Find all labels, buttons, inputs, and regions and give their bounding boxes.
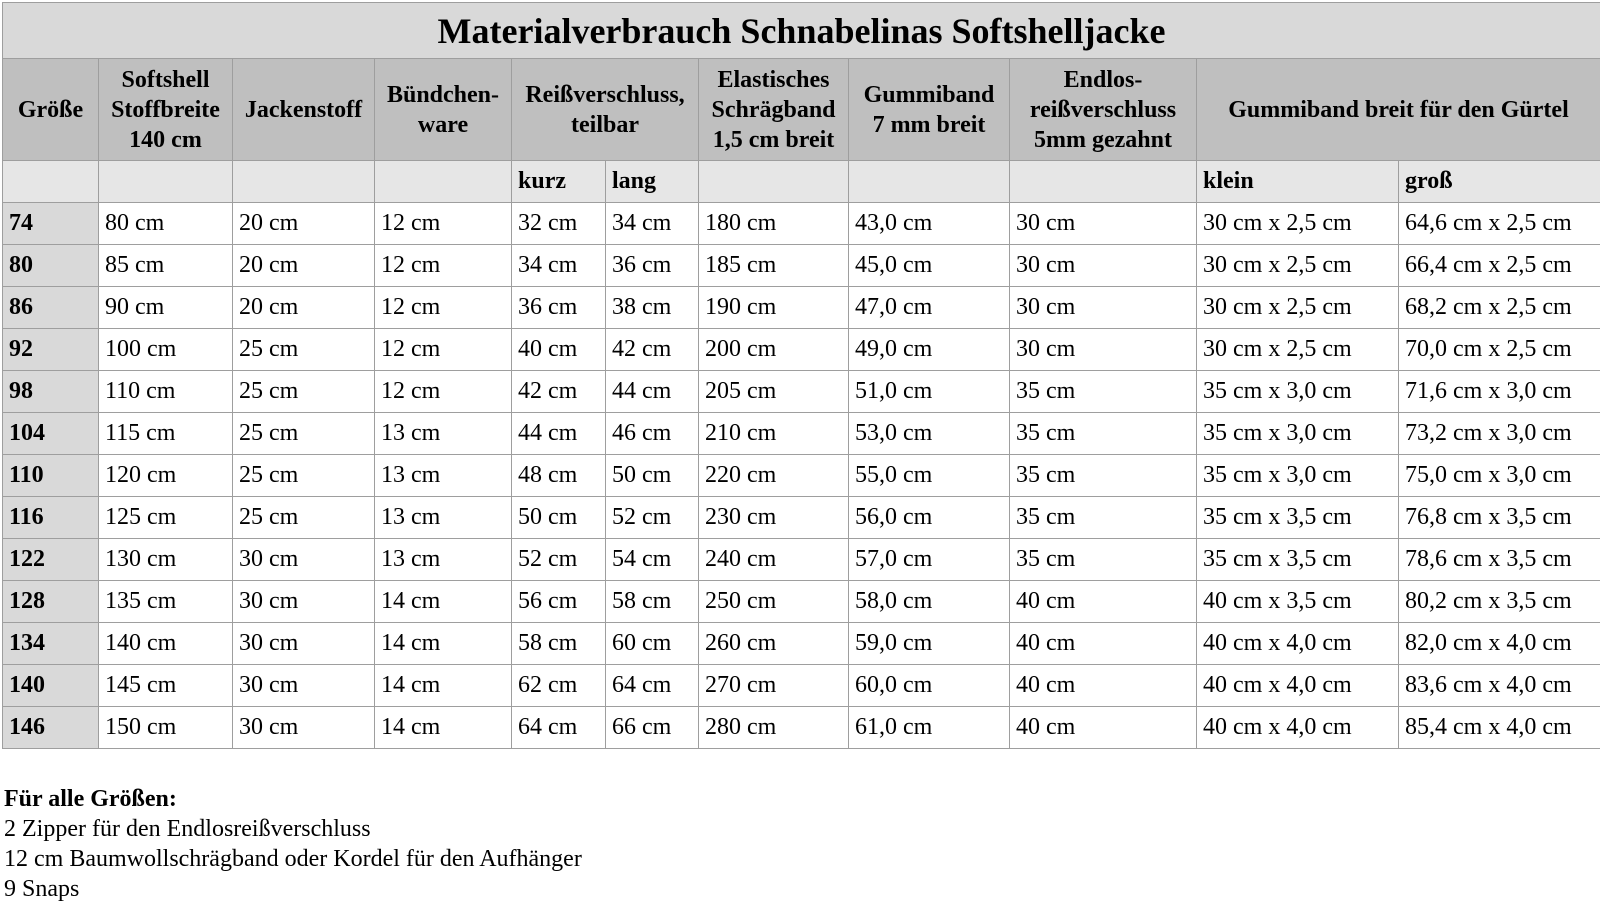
table-cell: 68,2 cm x 2,5 cm (1399, 287, 1600, 329)
table-cell: 56 cm (512, 581, 606, 623)
table-cell: 40 cm x 3,5 cm (1197, 581, 1399, 623)
size-cell: 104 (3, 413, 99, 455)
table-row (3, 455, 1600, 497)
table-cell: 35 cm x 3,0 cm (1197, 371, 1399, 413)
table-cell: 36 cm (606, 245, 699, 287)
table-cell: 85,4 cm x 4,0 cm (1399, 707, 1600, 749)
size-cell: 92 (3, 329, 99, 371)
table-cell: 35 cm x 3,0 cm (1197, 413, 1399, 455)
table-cell: 14 cm (375, 707, 512, 749)
table-cell: 30 cm (1010, 203, 1197, 245)
table-cell: 280 cm (699, 707, 849, 749)
table-cell: 25 cm (233, 497, 375, 539)
table-cell: 66,4 cm x 2,5 cm (1399, 245, 1600, 287)
header-softshell: Softshell Stoffbreite 140 cm (99, 59, 233, 161)
header-groesse: Größe (3, 59, 99, 161)
table-cell: 90 cm (99, 287, 233, 329)
table-cell: 82,0 cm x 4,0 cm (1399, 623, 1600, 665)
size-cell: 140 (3, 665, 99, 707)
table-cell: 250 cm (699, 581, 849, 623)
table-cell: 36 cm (512, 287, 606, 329)
table-cell: 30 cm (1010, 287, 1197, 329)
table-cell: 12 cm (375, 371, 512, 413)
table-cell: 66 cm (606, 707, 699, 749)
subheader-empty (699, 161, 849, 203)
table-cell: 59,0 cm (849, 623, 1010, 665)
subheader-lang: lang (606, 161, 699, 203)
subheader-empty (99, 161, 233, 203)
table-cell: 35 cm (1010, 455, 1197, 497)
table-cell: 58 cm (606, 581, 699, 623)
table-row (3, 707, 1600, 749)
table-cell: 50 cm (512, 497, 606, 539)
size-cell: 128 (3, 581, 99, 623)
table-cell: 73,2 cm x 3,0 cm (1399, 413, 1600, 455)
table-cell: 80,2 cm x 3,5 cm (1399, 581, 1600, 623)
table-cell: 71,6 cm x 3,0 cm (1399, 371, 1600, 413)
table-cell: 13 cm (375, 497, 512, 539)
header-row (3, 59, 1600, 161)
table-cell: 30 cm x 2,5 cm (1197, 245, 1399, 287)
table-cell: 13 cm (375, 539, 512, 581)
table-cell: 80 cm (99, 203, 233, 245)
size-cell: 146 (3, 707, 99, 749)
table-cell: 60 cm (606, 623, 699, 665)
table-row (3, 329, 1600, 371)
table-cell: 42 cm (606, 329, 699, 371)
table-cell: 52 cm (606, 497, 699, 539)
table-cell: 64 cm (606, 665, 699, 707)
size-cell: 86 (3, 287, 99, 329)
subheader-empty (233, 161, 375, 203)
table-cell: 125 cm (99, 497, 233, 539)
table-cell: 40 cm (1010, 665, 1197, 707)
table-row (3, 245, 1600, 287)
table-cell: 85 cm (99, 245, 233, 287)
table-cell: 45,0 cm (849, 245, 1010, 287)
table-cell: 51,0 cm (849, 371, 1010, 413)
notes-line: 9 Snaps (4, 876, 80, 902)
table-cell: 30 cm x 2,5 cm (1197, 287, 1399, 329)
table-cell: 120 cm (99, 455, 233, 497)
subheader-gross: groß (1399, 161, 1600, 203)
table-cell: 58 cm (512, 623, 606, 665)
table-cell: 48 cm (512, 455, 606, 497)
table-cell: 25 cm (233, 371, 375, 413)
table-cell: 34 cm (606, 203, 699, 245)
table-cell: 13 cm (375, 455, 512, 497)
table-cell: 30 cm (233, 539, 375, 581)
table-cell: 12 cm (375, 287, 512, 329)
table-cell: 35 cm (1010, 497, 1197, 539)
size-cell: 98 (3, 371, 99, 413)
table-cell: 40 cm (1010, 581, 1197, 623)
table-cell: 240 cm (699, 539, 849, 581)
table-cell: 12 cm (375, 329, 512, 371)
table-cell: 76,8 cm x 3,5 cm (1399, 497, 1600, 539)
table-cell: 61,0 cm (849, 707, 1010, 749)
table-cell: 145 cm (99, 665, 233, 707)
table-cell: 260 cm (699, 623, 849, 665)
table-cell: 135 cm (99, 581, 233, 623)
subheader-empty (3, 161, 99, 203)
size-cell: 110 (3, 455, 99, 497)
table-cell: 46 cm (606, 413, 699, 455)
table-cell: 35 cm (1010, 539, 1197, 581)
table-cell: 30 cm x 2,5 cm (1197, 329, 1399, 371)
subheader-klein: klein (1197, 161, 1399, 203)
table-cell: 230 cm (699, 497, 849, 539)
table-row (3, 413, 1600, 455)
material-table (2, 2, 1600, 749)
table-cell: 55,0 cm (849, 455, 1010, 497)
notes (4, 784, 582, 904)
table-cell: 35 cm x 3,5 cm (1197, 497, 1399, 539)
subheader-empty (1010, 161, 1197, 203)
table-cell: 14 cm (375, 581, 512, 623)
table-cell: 56,0 cm (849, 497, 1010, 539)
table-row (3, 539, 1600, 581)
table-cell: 52 cm (512, 539, 606, 581)
table-cell: 62 cm (512, 665, 606, 707)
table-cell: 44 cm (606, 371, 699, 413)
notes-line: 12 cm Baumwollschrägband oder Kordel für den Aufhänger (4, 846, 582, 872)
table-cell: 30 cm (1010, 329, 1197, 371)
table-cell: 130 cm (99, 539, 233, 581)
size-cell: 80 (3, 245, 99, 287)
header-reissverschluss: Reißverschluss, teilbar (512, 59, 699, 161)
table-cell: 38 cm (606, 287, 699, 329)
table-cell: 12 cm (375, 245, 512, 287)
table-row (3, 287, 1600, 329)
notes-line: 2 Zipper für den Endlosreißverschluss (4, 816, 371, 842)
table-cell: 180 cm (699, 203, 849, 245)
table-cell: 40 cm x 4,0 cm (1197, 665, 1399, 707)
table-cell: 140 cm (99, 623, 233, 665)
table-cell: 30 cm x 2,5 cm (1197, 203, 1399, 245)
table-cell: 54 cm (606, 539, 699, 581)
title-row (3, 3, 1600, 59)
table-cell: 35 cm x 3,5 cm (1197, 539, 1399, 581)
table-cell: 185 cm (699, 245, 849, 287)
header-elastisches-schraegband: Elastisches Schrägband 1,5 cm breit (699, 59, 849, 161)
table-row (3, 203, 1600, 245)
table-cell: 210 cm (699, 413, 849, 455)
table-cell: 200 cm (699, 329, 849, 371)
subheader-row (3, 161, 1600, 203)
table-cell: 40 cm (1010, 707, 1197, 749)
header-gummiband: Gummiband 7 mm breit (849, 59, 1010, 161)
table-row (3, 371, 1600, 413)
size-cell: 134 (3, 623, 99, 665)
table-cell: 115 cm (99, 413, 233, 455)
table-cell: 40 cm x 4,0 cm (1197, 623, 1399, 665)
table-cell: 13 cm (375, 413, 512, 455)
table-cell: 44 cm (512, 413, 606, 455)
table-cell: 78,6 cm x 3,5 cm (1399, 539, 1600, 581)
table-cell: 50 cm (606, 455, 699, 497)
table-cell: 190 cm (699, 287, 849, 329)
table-cell: 64,6 cm x 2,5 cm (1399, 203, 1600, 245)
table-row (3, 497, 1600, 539)
header-endlosreissverschluss: Endlos- reißverschluss 5mm gezahnt (1010, 59, 1197, 161)
table-cell: 30 cm (233, 665, 375, 707)
table-cell: 47,0 cm (849, 287, 1010, 329)
size-cell: 122 (3, 539, 99, 581)
table-cell: 220 cm (699, 455, 849, 497)
table-row (3, 623, 1600, 665)
size-cell: 74 (3, 203, 99, 245)
table-cell: 20 cm (233, 203, 375, 245)
table-title: Materialverbrauch Schnabelinas Softshelljacke (3, 3, 1600, 59)
table-cell: 70,0 cm x 2,5 cm (1399, 329, 1600, 371)
table-cell: 35 cm x 3,0 cm (1197, 455, 1399, 497)
table-cell: 30 cm (1010, 245, 1197, 287)
table-cell: 30 cm (233, 707, 375, 749)
table-cell: 205 cm (699, 371, 849, 413)
table-cell: 30 cm (233, 623, 375, 665)
table-cell: 32 cm (512, 203, 606, 245)
size-cell: 116 (3, 497, 99, 539)
table-cell: 64 cm (512, 707, 606, 749)
table-cell: 12 cm (375, 203, 512, 245)
subheader-empty (375, 161, 512, 203)
table-cell: 34 cm (512, 245, 606, 287)
subheader-kurz: kurz (512, 161, 606, 203)
table-cell: 42 cm (512, 371, 606, 413)
table-cell: 35 cm (1010, 413, 1197, 455)
table-cell: 58,0 cm (849, 581, 1010, 623)
notes-heading: Für alle Größen: (4, 786, 177, 812)
table-cell: 14 cm (375, 623, 512, 665)
table-cell: 75,0 cm x 3,0 cm (1399, 455, 1600, 497)
header-guertel: Gummiband breit für den Gürtel (1197, 59, 1600, 161)
table-cell: 57,0 cm (849, 539, 1010, 581)
table-row (3, 665, 1600, 707)
table-cell: 30 cm (233, 581, 375, 623)
table-cell: 150 cm (99, 707, 233, 749)
table-row (3, 581, 1600, 623)
table-cell: 270 cm (699, 665, 849, 707)
table-cell: 110 cm (99, 371, 233, 413)
table-cell: 100 cm (99, 329, 233, 371)
table-cell: 40 cm x 4,0 cm (1197, 707, 1399, 749)
table-cell: 25 cm (233, 329, 375, 371)
table-cell: 25 cm (233, 455, 375, 497)
header-buendchen: Bündchen- ware (375, 59, 512, 161)
table-cell: 35 cm (1010, 371, 1197, 413)
table-cell: 53,0 cm (849, 413, 1010, 455)
table-cell: 40 cm (512, 329, 606, 371)
table-cell: 49,0 cm (849, 329, 1010, 371)
table-cell: 83,6 cm x 4,0 cm (1399, 665, 1600, 707)
table-cell: 20 cm (233, 287, 375, 329)
table-cell: 40 cm (1010, 623, 1197, 665)
table-cell: 20 cm (233, 245, 375, 287)
subheader-empty (849, 161, 1010, 203)
table-cell: 60,0 cm (849, 665, 1010, 707)
header-jackenstoff: Jackenstoff (233, 59, 375, 161)
table-cell: 43,0 cm (849, 203, 1010, 245)
table-cell: 14 cm (375, 665, 512, 707)
table-cell: 25 cm (233, 413, 375, 455)
